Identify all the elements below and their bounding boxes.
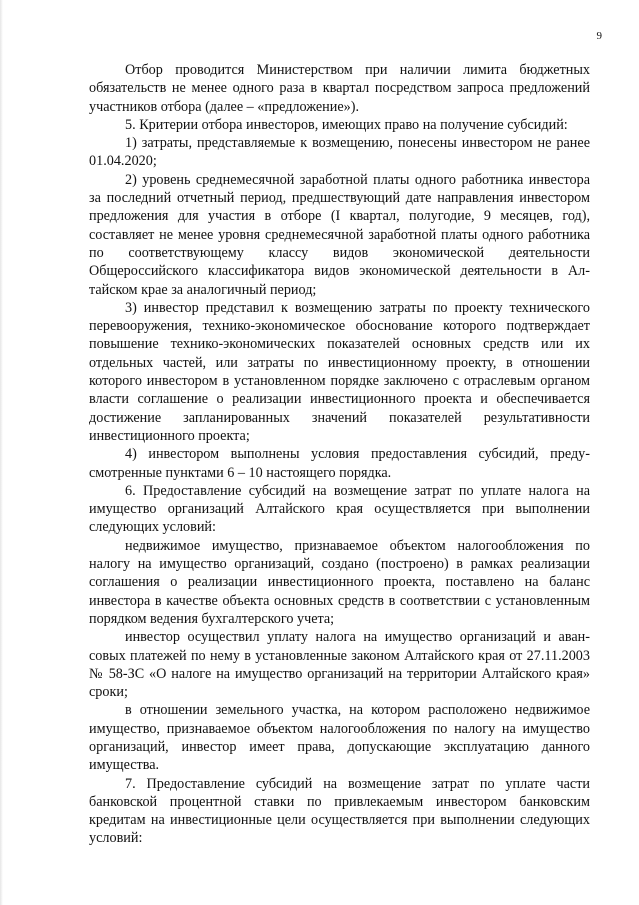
- paragraph-condition-real-estate: недвижимое имущество, признаваемое объектом налогообложения по налогу на имущество организаций, создано (построено) в рамках реализации соглашения о реализации инвестиционного проекта, поставлено на баланс инвестора в качестве объекта основных средств в соответствии с установленным порядком ведения бухгалтерского учета;: [89, 537, 590, 627]
- document-body: [89, 61, 590, 848]
- paragraph-section-5-heading: 5. Критерии отбора инвесторов, имеющих право на получение субсидий:: [125, 116, 568, 133]
- paragraph-section-6-heading: 6. Предоставление субсидий на возмещение затрат по уплате налога на имущество организаций Алтайского края осуществляется при выполнении следующих условий:: [89, 482, 590, 536]
- paragraph-criterion-1: 1) затраты, представляемые к возмещению, понесены инвестором не ранее 01.04.2020;: [89, 135, 590, 170]
- paragraph-selection-procedure: Отбор проводится Министерством при наличии лимита бюджетных обязательств не менее одного раза в квартал посредством запроса предложений участников отбора (далее – «предложение»).: [89, 62, 590, 115]
- paragraph-condition-tax-payment: инвестор осуществил уплату налога на имущество организаций и авансовых платежей по нему в установленные законом Алтайского края от 27.11.2003 № 58-ЗС «О налоге на имущество организаций на территории Алтайского края» сроки;: [89, 629, 590, 701]
- paragraph-criterion-4: 4) инвестором выполнены условия предоставления субсидий, предусмотренные пунктами 6 – 10 настоящего порядка.: [89, 446, 590, 481]
- page-number: 9: [596, 30, 602, 42]
- paragraph-section-7-heading: 7. Предоставление субсидий на возмещение затрат по уплате части банковской процентной ставки по привлекаемым инвестором банковским кредитам на инвестиционные цели осуществляется при выполнении следующих условий:: [89, 775, 590, 847]
- paragraph-criterion-2: 2) уровень среднемесячной заработной платы одного работника инвестора за последний отчетный период, предшествующий дате направления инвестором предложения для участия в отборе (I квартал, полугодие, 9 месяцев, год), составляет не менее уровня среднемесячной заработной платы одного работника по соответствующему классу видов экономической деятельности Общероссийского классификатора видов экономической деятельности в Алтайском крае за аналогичный период;: [89, 171, 590, 298]
- scan-edge-shadow: [0, 0, 3, 905]
- paragraph-criterion-3: 3) инвестор представил к возмещению затраты по проекту технического перевооружения, технико-экономическое обоснование которого подтверждает повышение технико-экономических показателей основных средств или их отдельных частей, или затраты по инвестиционному проекту, в отношении которого инвестором в установленном порядке заключено с отраслевым органом власти соглашение о реализации инвестиционного проекта и обеспечивается достижение запланированных значений показателей результативности инвестиционного проекта;: [89, 299, 590, 444]
- paragraph-condition-land-plot: в отношении земельного участка, на котором расположено недвижимое имущество, признаваемое объектом налогообложения по налогу на имущество организаций, инвестор имеет права, допускающие эксплуатацию данного имущества.: [89, 702, 590, 774]
